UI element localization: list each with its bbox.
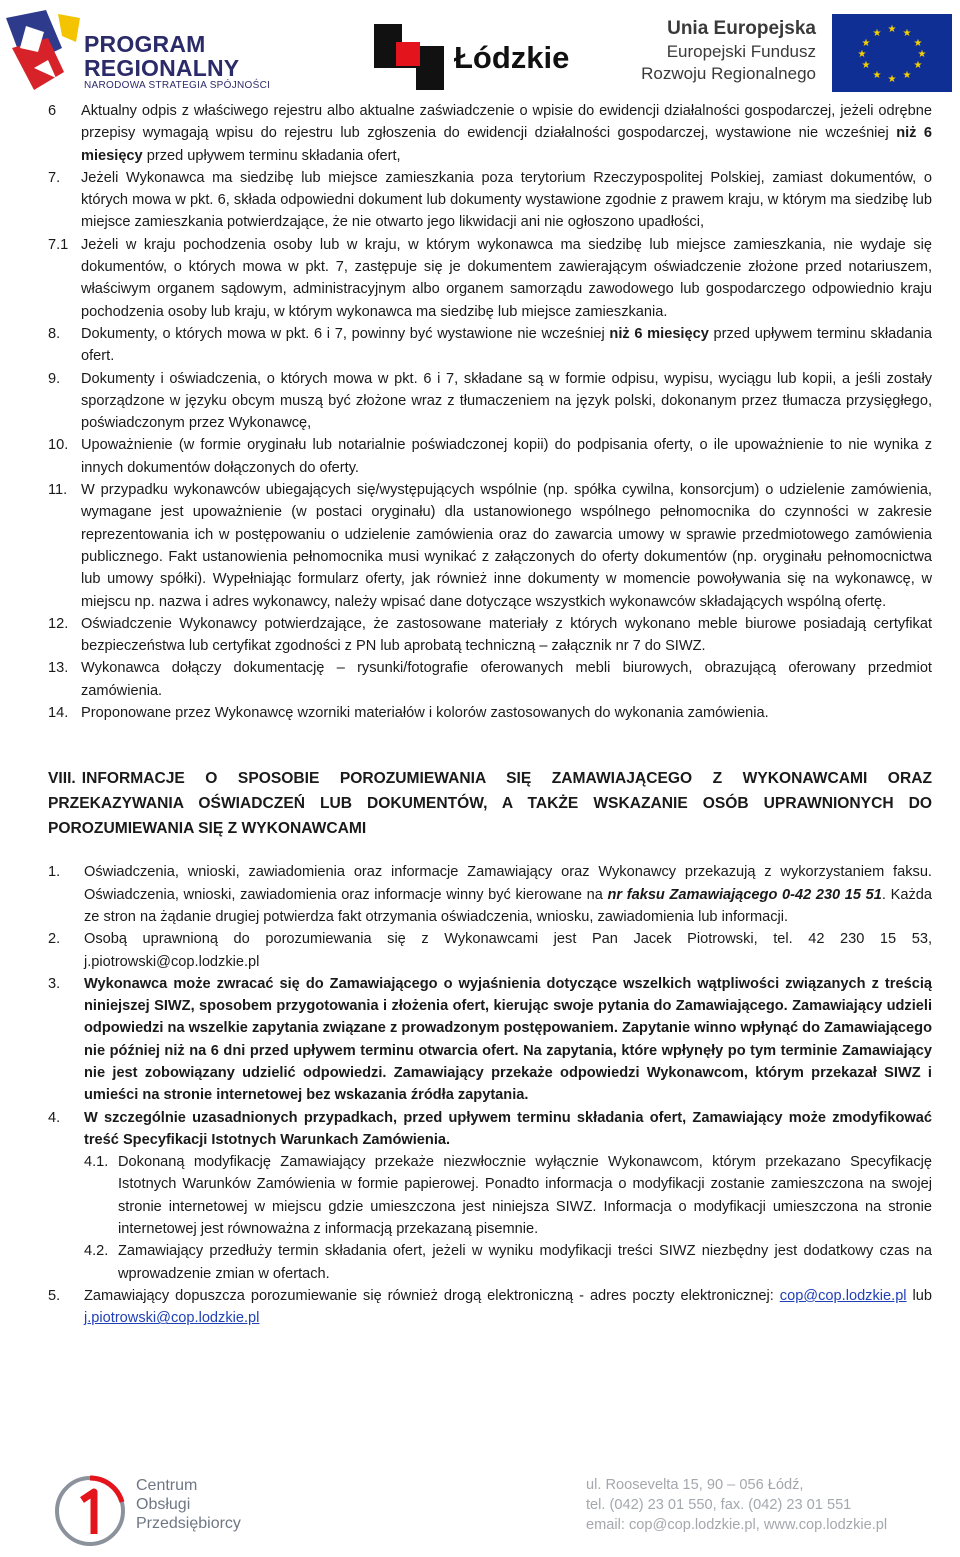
- page-header: [0, 0, 960, 96]
- cop-logo-text: [136, 1476, 241, 1533]
- list-item-7-1: [0, 234, 960, 323]
- address-line-1: ul. Roosevelta 15, 90 – 056 Łódź,: [586, 1477, 804, 1493]
- list-text: przed upływem terminu składania ofert,: [142, 147, 401, 164]
- list-number: 3.: [48, 975, 61, 992]
- footer-address: [586, 1475, 887, 1535]
- list-item-14: [0, 702, 960, 724]
- list-text: Dokumenty i oświadczenia, o których mowa w pkt. 6 i 7, składane są w formie odpisu, wypisu, wyciągu lub kopii, a jeśli zostały sporządzone w języku obcym muszą być złożone wraz z tłumaczeniem na język polski, dokonanym przez tłumacza przysięgłego, poświadczonym przez Wykonawcę,: [81, 370, 932, 432]
- section-number: VIII.: [48, 770, 76, 788]
- program-line-3: NARODOWA STRATEGIA SPÓJNOŚCI: [84, 80, 271, 91]
- document-list-section: [0, 100, 960, 724]
- list-number: 4.1.: [84, 1154, 109, 1171]
- list-text: Osobą uprawnioną do porozumiewania się z Wykonawcami jest Pan Jacek Piotrowski, tel. 42 230 15 53, j.piotrowski@cop.lodzkie.pl: [84, 931, 932, 970]
- lodzkie-text: Łódzkie: [454, 40, 570, 75]
- address-line-2: tel. (042) 23 01 550, fax. (042) 23 01 551: [586, 1497, 852, 1513]
- email-link-cop[interactable]: cop@cop.lodzkie.pl: [779, 1287, 907, 1304]
- list-text: Upoważnienie (w formie oryginału lub notarialnie poświadczonej kopii) do podpisania oferty, o ile upoważnienie to nie wynika z innych dokumentów dołączonych do oferty.: [81, 437, 932, 476]
- list-text: Proponowane przez Wykonawcę wzorniki materiałów i kolorów zastosowanych do wykonania zamówienia.: [81, 705, 769, 722]
- list-number: 6: [48, 103, 57, 119]
- viii-item-5: [0, 1285, 960, 1330]
- list-text: Oświadczenia, wnioski, zawiadomienia oraz informacje Zamawiający oraz Wykonawcy przekazują z wykorzystaniem faksu. Oświadczenia, wnioski, zawiadomienia oraz informacje winny być kierowane na: [84, 864, 932, 903]
- list-number: 11.: [48, 482, 68, 499]
- list-text: Jeżeli w kraju pochodzenia osoby lub w kraju, w którym wykonawca ma siedzibę lub miejsce zamieszkania, nie wydaje się dokumentów, o których mowa w pkt. 7, zastępuje się je dokumentem zawierającym oświadczenie złożone przed notariuszem, właściwym organem sądowym, administracyjnym albo organem samorządu zawodowego lub gospodarczego odpowiednio kraju pochodzenia osoby lub kraju, w którym wykonawca ma siedzibę lub miejsce zamieszkania.: [81, 236, 932, 320]
- cop-line-2: Obsługi: [136, 1496, 191, 1513]
- list-number: 7.: [48, 169, 61, 186]
- list-number: 8.: [48, 325, 61, 342]
- svg-text:★: ★: [913, 60, 923, 71]
- viii-item-3: [0, 973, 960, 1107]
- list-text-bold: W szczególnie uzasadnionych przypadkach, przed upływem terminu składania ofert, Zamawiający może zmodyfikować treść Specyfikacji Istotnych Warunkach Zamówienia.: [84, 1109, 932, 1148]
- list-number: 12.: [48, 615, 69, 632]
- address-line-3: email: cop@cop.lodzkie.pl, www.cop.lodzkie.pl: [586, 1517, 888, 1533]
- list-text: Dokumenty, o których mowa w pkt. 6 i 7, powinny być wystawione nie wcześniej: [81, 325, 610, 342]
- viii-item-2: [0, 928, 960, 973]
- list-number: 9.: [48, 370, 61, 387]
- list-text-bold: Wykonawca może zwracać się do Zamawiającego o wyjaśnienia dotyczące wszelkich wątpliwości związanych z treścią niniejszej SIWZ, sposobem przygotowania i złożenia ofert, kierując swoje pytania do Zamawiającego. Zamawiający udzieli odpowiedzi na wszelkie zapytania związane z prowadzonym postępowaniem. Zapytanie winno wpłynąć do Zamawiającego nie później niż na 6 dni przed upływem terminu otwarcia ofert. Na zapytania, które wpłynęły po tym terminie Zamawiający nie jest zobowiązany udzielić odpowiedzi. Zamawiający przekaże odpowiedzi Wykonawcom, którym przekazał SIWZ i umieści na stronie internetowej bez wskazania źródła zapytania.: [84, 975, 932, 1104]
- eu-line-2: Europejski Fundusz: [666, 42, 816, 61]
- cop-line-3: Przedsiębiorcy: [136, 1515, 241, 1532]
- list-number: 13.: [48, 660, 69, 677]
- list-text: lub: [906, 1287, 932, 1304]
- section-title: INFORMACJE O SPOSOBIE POROZUMIEWANIA SIĘ ZAMAWIAJĄCEGO Z WYKONAWCAMI ORAZ PRZEKAZYWANIA OŚWIADCZEŃ LUB DOKUMENTÓW, A TAKŻE WSKAZANIE OSÓB UPRAWNIONYCH DO POROZUMIEWANIA SIĘ Z WYKONAWCAMI: [48, 770, 932, 838]
- lodzkie-mark-icon: [374, 24, 444, 90]
- list-text: W przypadku wykonawców ubiegających się/występujących wspólnie (np. spółka cywilna, konsorcjum) o udzielenie zamówienia, wymagane jest upoważnienie (w postaci oryginału) dla ustanowionego wspólnego pełnomocnika do czynności w zakresie reprezentowania ich w postępowaniu o udzielenie zamówienia oraz do zawarcia umowy w sprawie przedmiotowego zamówienia publicznego. Fakt ustanowienia pełnomocnika musi wynikać z załączonych do oferty dokumentów (np. oryginału pełnomocnictwa lub umowy spółki). Wypełniając formularz oferty, jak również inne dokumenty w momencie powoływania się na wykonawcę, w miejscu np. nazwa i adres wykonawcy, należy wpisać dane dotyczące wszystkich wykonawców składających wspólną ofertę.: [81, 482, 932, 610]
- list-item-10: [0, 434, 960, 479]
- list-text: Jeżeli Wykonawca ma siedzibę lub miejsce zamieszkania poza terytorium Rzeczypospolitej Polskiej, zamiast dokumentów, o których mowa w pkt. 6, składa odpowiedni dokument lub dokumenty wystawione zgodnie z prawem kraju, w którym ma siedzibę lub miejsce zamieszkania potwierdzające, że nie otwarto jego likwidacji ani nie ogłoszono upadłości,: [81, 169, 932, 231]
- list-number: 2.: [48, 931, 61, 948]
- list-text-bold: niż 6 miesięcy: [609, 325, 709, 342]
- list-number: 1.: [48, 864, 61, 881]
- cop-line-1: Centrum: [136, 1477, 198, 1494]
- svg-text:★: ★: [913, 38, 923, 49]
- document-body: [0, 100, 960, 1330]
- viii-item-1: [0, 861, 960, 928]
- lodzkie-logo: [374, 24, 574, 94]
- list-number: 5.: [48, 1287, 61, 1304]
- list-item-12: [0, 613, 960, 658]
- viii-item-4-1: [0, 1151, 960, 1240]
- list-text: Zamawiający przedłuży termin składania ofert, jeżeli w wyniku modyfikacji treści SIWZ niezbędny jest dodatkowy czas na wprowadzenie zmian w ofertach.: [118, 1243, 932, 1282]
- svg-text:★: ★: [861, 60, 871, 71]
- list-item-6: [0, 100, 960, 167]
- svg-text:★: ★: [872, 70, 882, 81]
- viii-item-4: [0, 1107, 960, 1152]
- list-number: 7.1: [48, 236, 69, 253]
- svg-text:★: ★: [861, 38, 871, 49]
- list-text: Aktualny odpis z właściwego rejestru albo aktualne zaświadczenie o wpisie do ewidencji działalności gospodarczej, jeżeli odrębne przepisy wymagają wpisu do rejestru lub zgłoszenia do ewidencji działalności gospodarczej, wystawione nie wcześniej: [81, 103, 932, 142]
- svg-text:★: ★: [887, 74, 897, 85]
- program-line-1: PROGRAM: [84, 31, 206, 57]
- page-footer: [0, 1470, 960, 1557]
- email-link-piotrowski[interactable]: j.piotrowski@cop.lodzkie.pl: [84, 1310, 260, 1327]
- eu-line-1: Unia Europejska: [667, 18, 816, 39]
- program-regionalny-star-icon: [4, 8, 82, 92]
- eu-logo: [620, 14, 956, 94]
- list-item-8: [0, 323, 960, 368]
- list-number: 4.: [48, 1109, 61, 1126]
- section-viii-heading: [0, 766, 960, 841]
- program-regionalny-logo: [4, 8, 294, 92]
- list-item-13: [0, 657, 960, 702]
- list-text: Zamawiający dopuszcza porozumiewanie się również drogą elektroniczną - adres poczty elektronicznej:: [84, 1287, 780, 1304]
- svg-text:★: ★: [917, 49, 927, 60]
- section-viii-list: [0, 861, 960, 1329]
- eu-line-3: Rozwoju Regionalnego: [641, 64, 816, 83]
- svg-text:★: ★: [902, 28, 912, 39]
- svg-text:★: ★: [887, 24, 897, 35]
- program-line-2: REGIONALNY: [84, 55, 240, 81]
- list-item-11: [0, 479, 960, 613]
- svg-text:★: ★: [857, 49, 867, 60]
- list-text-bold: niż 6 miesięcy: [81, 125, 932, 164]
- list-item-9: [0, 368, 960, 435]
- list-text: Dokonaną modyfikację Zamawiający przekaże niezwłocznie wyłącznie Wykonawcom, którym przekazano Specyfikację Istotnych Warunków Zamówienia w formie papierowej. Ponadto informacja o modyfikacji zostanie zamieszczona na swojej stronie internetowej w miejscu gdzie umieszczona jest niniejsza SIWZ. Informacja o modyfikacji umieszczona na stronie internetowej jest równoważna z informacją przekazaną pisemnie.: [118, 1154, 932, 1238]
- list-item-7: [0, 167, 960, 234]
- list-number: 14.: [48, 705, 69, 722]
- list-number: 10.: [48, 437, 69, 454]
- cop-logo-icon: [52, 1470, 128, 1552]
- list-text: przed upływem terminu składania ofert.: [81, 325, 932, 365]
- svg-text:★: ★: [872, 28, 882, 39]
- list-text: . Każda ze stron na żądanie drugiej potwierdza fakt otrzymania oświadczenia, wniosku, zawiadomienia lub informacji.: [84, 886, 932, 925]
- list-text: Oświadczenie Wykonawcy potwierdzające, że zastosowane materiały z których wykonano meble biurowe posiadają certyfikat bezpieczeństwa lub certyfikat zgodności z PN lub aprobatą techniczną – załącznik nr 7 do SIWZ.: [81, 615, 932, 655]
- fax-number-text: nr faksu Zamawiającego 0-42 230 15 51: [607, 886, 882, 903]
- list-text: Wykonawca dołączy dokumentację – rysunki/fotografie oferowanych mebli biurowych, obrazującą oferowany przedmiot zamówienia.: [81, 660, 932, 699]
- svg-text:★: ★: [902, 70, 912, 81]
- list-number: 4.2.: [84, 1243, 109, 1260]
- eu-flag-icon: [832, 14, 952, 92]
- viii-item-4-2: [0, 1240, 960, 1285]
